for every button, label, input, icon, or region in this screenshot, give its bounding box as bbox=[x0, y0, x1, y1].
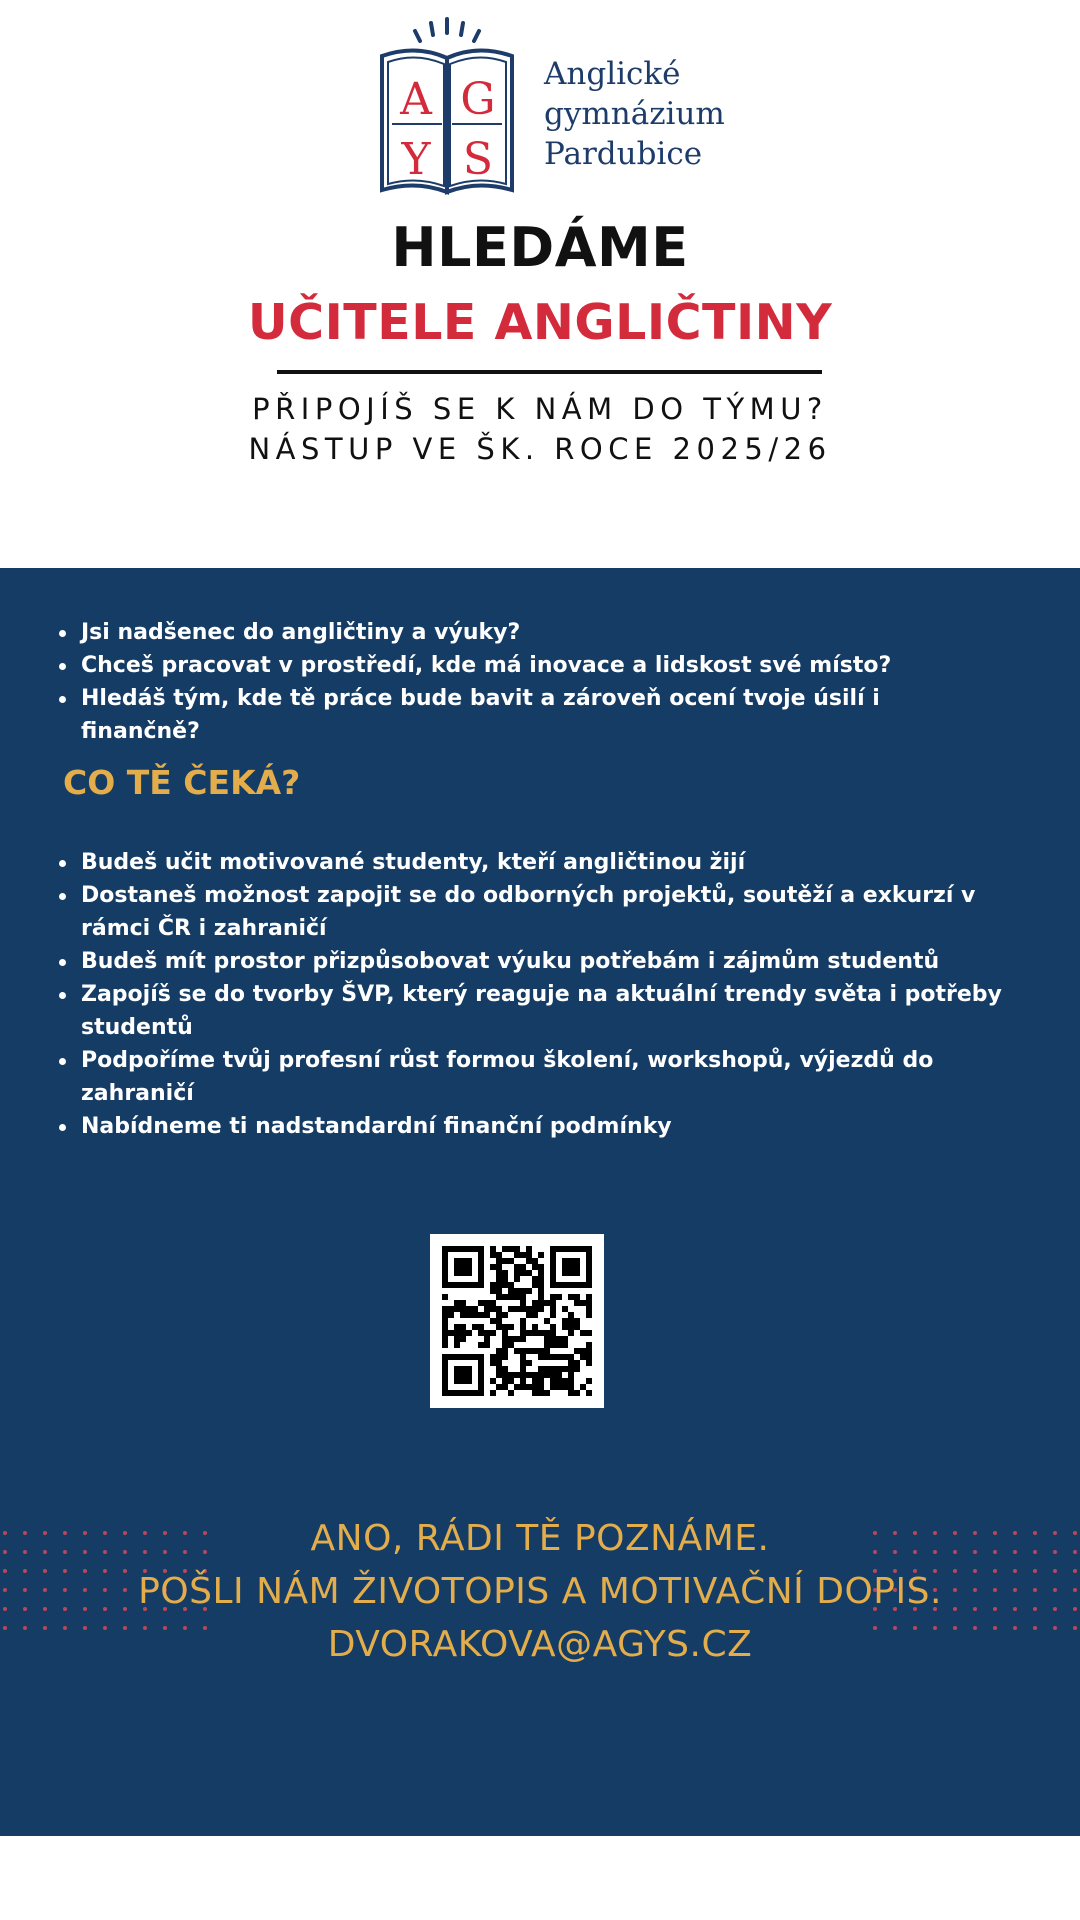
cta-line: POŠLI NÁM ŽIVOTOPIS A MOTIVAČNÍ DOPIS. bbox=[138, 1571, 942, 1612]
logo-letter-a: A bbox=[400, 74, 432, 125]
logo-letter-s: S bbox=[462, 134, 494, 185]
content-panel bbox=[0, 568, 1080, 1836]
list-item: Dostaneš možnost zapojit se do odborných projektů, soutěží a exkurzí v rámci ČR i zahraničí bbox=[55, 879, 1011, 945]
school-name-line: gymnázium bbox=[544, 96, 725, 132]
school-name-line: Pardubice bbox=[544, 136, 703, 172]
join-team-question: PŘIPOJÍŠ SE K NÁM DO TÝMU? bbox=[252, 392, 828, 426]
list-item: Budeš mít prostor přizpůsobovat výuku potřebám i zájmům studentů bbox=[55, 945, 1045, 978]
list-item: Hledáš tým, kde tě práce bude bavit a zároveň ocení tvoje úsilí i finančně? bbox=[55, 682, 921, 748]
cta-line: ANO, RÁDI TĚ POZNÁME. bbox=[310, 1518, 770, 1559]
qr-code-icon bbox=[430, 1234, 604, 1408]
list-item: Podpoříme tvůj profesní růst formou školení, workshopů, výjezdů do zahraničí bbox=[55, 1044, 961, 1110]
school-name-line: Anglické bbox=[544, 56, 681, 92]
open-book-logo-icon bbox=[378, 14, 528, 199]
divider bbox=[277, 370, 822, 374]
list-item: Jsi nadšenec do angličtiny a výuky? bbox=[55, 616, 1045, 649]
logo-letter-y: Y bbox=[401, 134, 431, 185]
logo-letter-g: G bbox=[460, 74, 496, 125]
offer-list bbox=[55, 846, 1045, 1143]
qr-code[interactable] bbox=[430, 1234, 604, 1408]
contact-email[interactable]: DVORAKOVA@AGYS.CZ bbox=[327, 1624, 753, 1665]
start-date: NÁSTUP VE ŠK. ROCE 2025/26 bbox=[248, 432, 832, 466]
job-position: UČITELE ANGLIČTINY bbox=[247, 294, 833, 351]
section-heading: CO TĚ ČEKÁ? bbox=[63, 763, 301, 802]
list-item: Chceš pracovat v prostředí, kde má inovace a lidskost své místo? bbox=[55, 649, 1045, 682]
list-item: Budeš učit motivované studenty, kteří angličtinou žijí bbox=[55, 846, 1045, 879]
school-logo bbox=[378, 14, 728, 204]
school-name bbox=[544, 54, 725, 174]
list-item: Nabídneme ti nadstandardní finanční podmínky bbox=[55, 1110, 1045, 1143]
list-item: Zapojíš se do tvorby ŠVP, který reaguje na aktuální trendy světa i potřeby studentů bbox=[55, 978, 1061, 1044]
intro-list bbox=[55, 616, 1045, 748]
page-title: HLEDÁME bbox=[391, 216, 689, 279]
